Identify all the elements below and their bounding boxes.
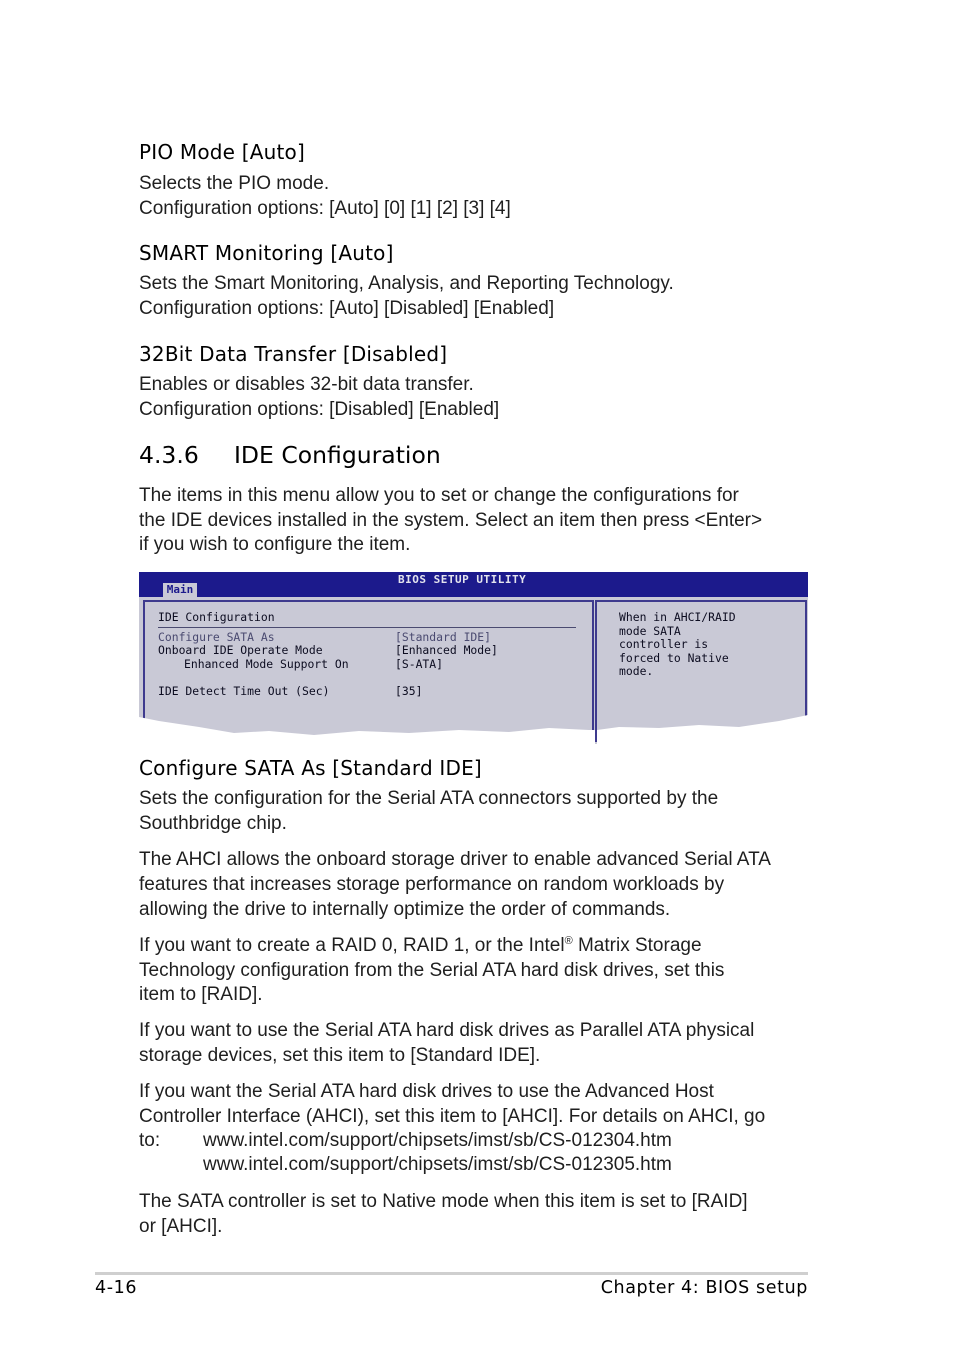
sata-paragraph-5-line: If you want the Serial ATA hard disk drives to use the Advanced Host [139, 1081, 714, 1102]
smart-monitoring-options: Configuration options: [Auto] [Disabled] [Enabled] [139, 298, 555, 319]
sata-paragraph-2-line: allowing the drive to internally optimize the order of commands. [139, 899, 671, 920]
smart-monitoring-heading: SMART Monitoring [Auto] [139, 241, 394, 265]
sata-paragraph-5-line: Controller Interface (AHCI), set this item to [AHCI]. For details on AHCI, go [139, 1106, 766, 1127]
data-transfer-description: Enables or disables 32-bit data transfer. [139, 374, 474, 395]
bios-row-value: [S-ATA] [395, 657, 444, 671]
registered-mark: ® [564, 935, 573, 947]
sata-paragraph-2-line: features that increases storage performance on random workloads by [139, 874, 725, 895]
section-title: IDE Configuration [234, 441, 441, 469]
intro-line: the IDE devices installed in the system. Select an item then press <Enter> [139, 510, 763, 531]
torn-edge [139, 597, 808, 744]
bios-row-label: Enhanced Mode Support On [184, 657, 349, 671]
bios-row-value: [Enhanced Mode] [395, 643, 498, 657]
intel-url-link[interactable]: www.intel.com/support/chipsets/imst/sb/CS-012304.htm [203, 1130, 672, 1151]
bios-help-line: When in AHCI/RAID [619, 610, 736, 624]
ide-configuration-section-title [139, 441, 441, 469]
sata-paragraph-3-line [139, 934, 702, 959]
sata-paragraph-6-line: The SATA controller is set to Native mode when this item is set to [RAID] [139, 1191, 748, 1212]
bios-panel-title: IDE Configuration [158, 610, 275, 624]
sata-paragraph-2-line: The AHCI allows the onboard storage driver to enable advanced Serial ATA [139, 849, 771, 870]
bios-help-line: mode SATA [619, 624, 681, 638]
bios-row-value: [35] [395, 684, 423, 698]
bios-help-line: controller is [619, 637, 709, 651]
bios-screenshot [139, 572, 808, 744]
bios-help-line: forced to Native [619, 651, 729, 665]
sata-p3-text: If you want to create a RAID 0, RAID 1, or the Intel [139, 935, 565, 956]
pio-mode-description: Selects the PIO mode. [139, 173, 330, 194]
bios-help-line: mode. [619, 664, 654, 678]
intro-line: The items in this menu allow you to set or change the configurations for [139, 485, 739, 506]
data-transfer-heading: 32Bit Data Transfer [Disabled] [139, 342, 448, 366]
sata-paragraph-1-line: Sets the configuration for the Serial ATA connectors supported by the [139, 788, 719, 809]
intro-line: if you wish to configure the item. [139, 534, 411, 555]
bios-title-bar [139, 572, 808, 597]
sata-paragraph-3-line: Technology configuration from the Serial ATA hard disk drives, set this [139, 960, 725, 981]
bios-row-value: [Standard IDE] [395, 630, 492, 644]
intel-url-link[interactable]: www.intel.com/support/chipsets/imst/sb/CS-012305.htm [203, 1154, 672, 1175]
sata-paragraph-1-line: Southbridge chip. [139, 813, 287, 834]
bios-row-label: Configure SATA As [158, 630, 275, 644]
bios-title: BIOS SETUP UTILITY [398, 573, 527, 586]
pio-mode-options: Configuration options: [Auto] [0] [1] [2] [3] [4] [139, 198, 511, 219]
smart-monitoring-description: Sets the Smart Monitoring, Analysis, and Reporting Technology. [139, 273, 674, 294]
configure-sata-heading: Configure SATA As [Standard IDE] [139, 756, 482, 780]
section-number: 4.3.6 [139, 441, 199, 469]
sata-paragraph-4-line: If you want to use the Serial ATA hard disk drives as Parallel ATA physical [139, 1020, 755, 1041]
bios-body [139, 597, 808, 744]
bios-tab-main: Main [163, 583, 197, 597]
bios-row-label: Onboard IDE Operate Mode [158, 643, 323, 657]
data-transfer-options: Configuration options: [Disabled] [Enabled] [139, 399, 500, 420]
pio-mode-heading: PIO Mode [Auto] [139, 140, 305, 164]
page-number: 4-16 [95, 1278, 138, 1298]
footer-rule [95, 1272, 808, 1275]
sata-paragraph-3-line: item to [RAID]. [139, 984, 263, 1005]
sata-paragraph-6-line: or [AHCI]. [139, 1216, 223, 1237]
chapter-title: Chapter 4: BIOS setup [600, 1278, 808, 1298]
sata-p3-text: Matrix Storage [572, 935, 702, 956]
sata-paragraph-4-line: storage devices, set this item to [Standard IDE]. [139, 1045, 541, 1066]
bios-row-label: IDE Detect Time Out (Sec) [158, 684, 330, 698]
sata-to-label: to: [139, 1130, 161, 1151]
